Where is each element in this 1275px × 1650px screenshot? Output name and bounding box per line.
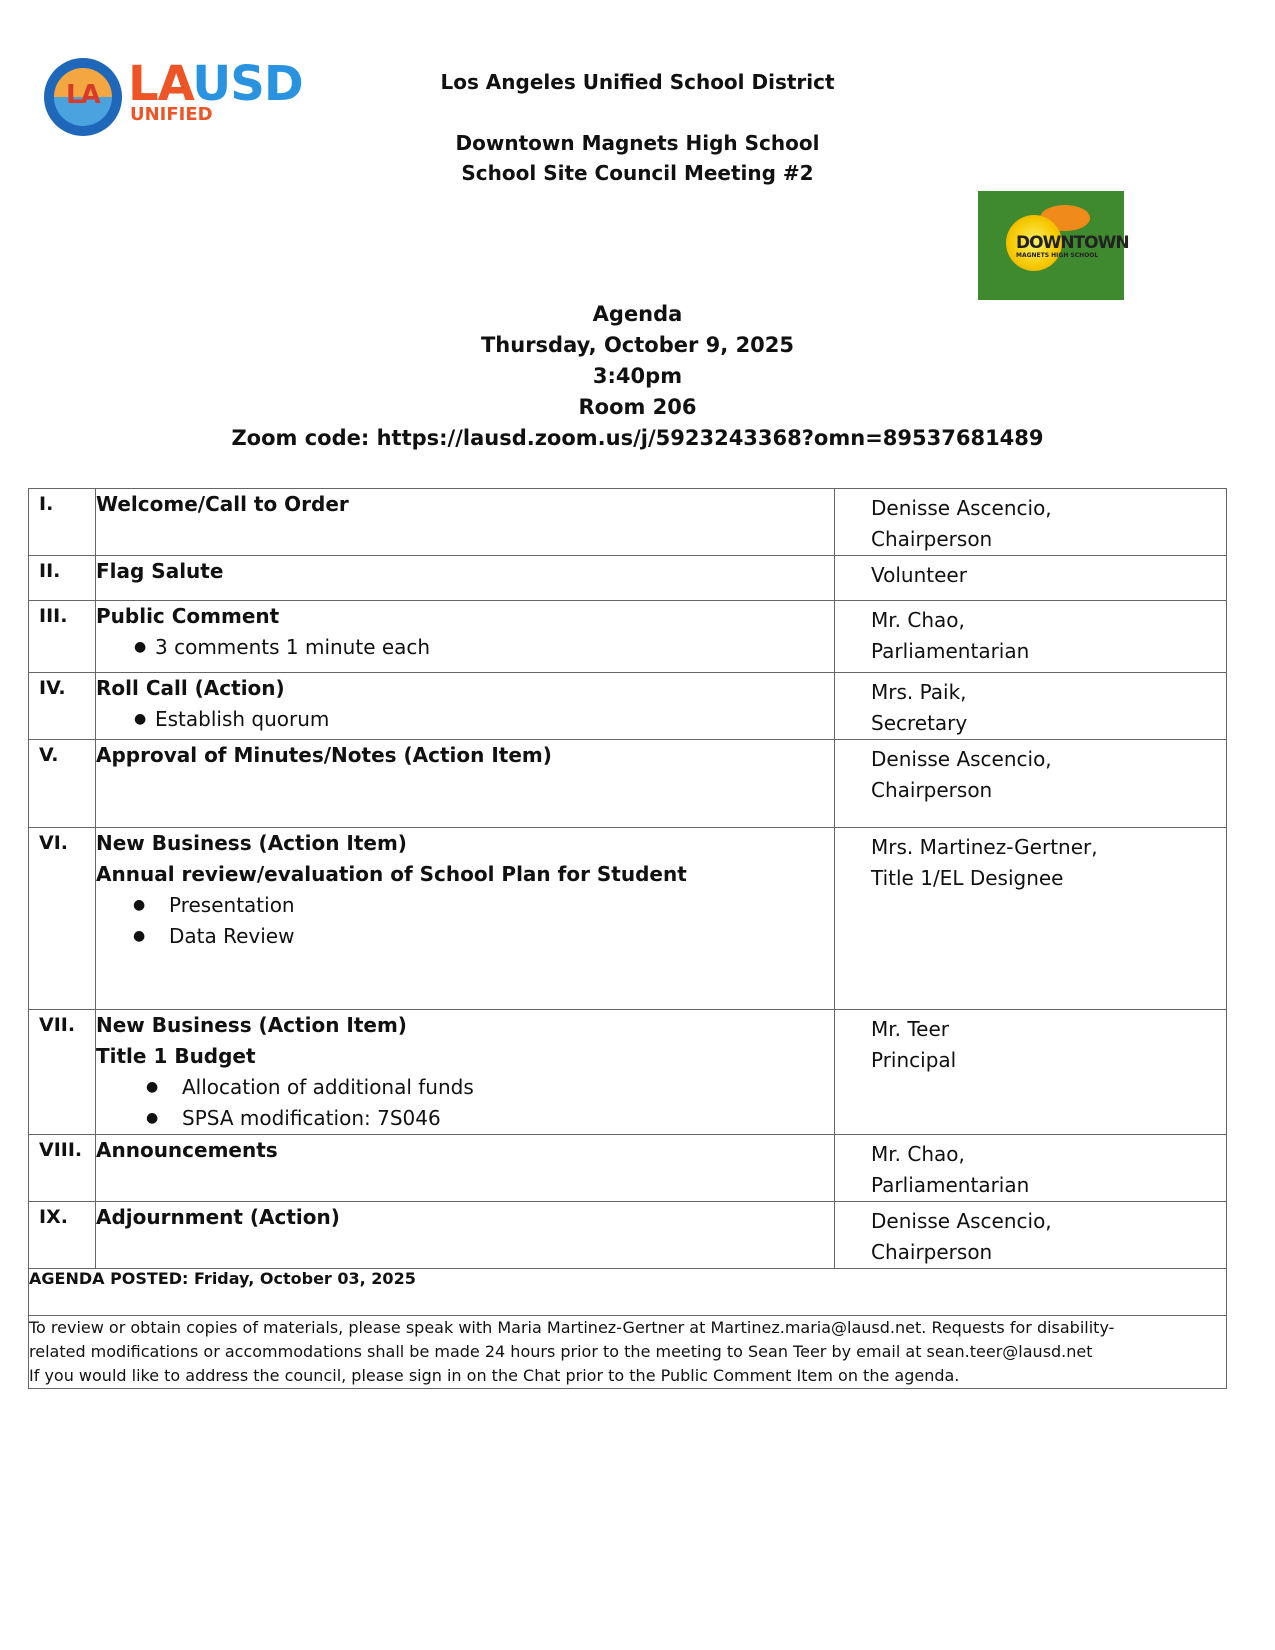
item-number: VIII. [29, 1135, 96, 1202]
item-title: Welcome/Call to Order [96, 492, 349, 516]
meeting-title: School Site Council Meeting #2 [461, 161, 814, 185]
item-content [96, 601, 835, 673]
downtown-magnets-logo: DOWNTOWN MAGNETS HIGH SCHOOL [978, 191, 1124, 300]
item-number: VI. [29, 828, 96, 1010]
item-content [96, 1010, 835, 1135]
item-number: I. [29, 489, 96, 556]
presenter: Denisse Ascencio, Chairperson [835, 1202, 1227, 1269]
bullet-item: ● 3 comments 1 minute each [96, 632, 834, 663]
item-number: V. [29, 740, 96, 828]
item-number: VII. [29, 1010, 96, 1135]
item-content [96, 489, 835, 556]
item-subtitle: Annual review/evaluation of School Plan for Student [96, 862, 687, 886]
meeting-room: Room 206 [578, 395, 697, 419]
agenda-row [29, 1202, 1227, 1269]
item-number: II. [29, 556, 96, 601]
item-content [96, 740, 835, 828]
item-bullets [96, 890, 834, 952]
item-content [96, 828, 835, 1010]
agenda-row [29, 1135, 1227, 1202]
item-bullets [96, 1072, 834, 1134]
agenda-row [29, 740, 1227, 828]
item-content [96, 1202, 835, 1269]
item-title: Roll Call (Action) [96, 676, 285, 700]
item-title: Public Comment [96, 604, 280, 628]
item-number: IV. [29, 673, 96, 740]
bullet-icon: ● [133, 928, 146, 944]
meeting-date: Thursday, October 9, 2025 [480, 333, 795, 357]
bullet-item: ● Allocation of additional funds [96, 1072, 834, 1103]
item-title: New Business (Action Item) [96, 1013, 407, 1037]
agenda-row [29, 601, 1227, 673]
presenter: Volunteer [835, 556, 1227, 601]
agenda-row [29, 489, 1227, 556]
agenda-table [28, 488, 1227, 1389]
lausd-seal-icon: LA [44, 58, 122, 136]
agenda-row [29, 673, 1227, 740]
agenda-row [29, 556, 1227, 601]
presenter: Denisse Ascencio, Chairperson [835, 740, 1227, 828]
presenter: Mrs. Martinez-Gertner, Title 1/EL Designee [835, 828, 1227, 1010]
item-bullets [96, 632, 834, 663]
item-title: Adjournment (Action) [96, 1205, 340, 1229]
district-name: Los Angeles Unified School District [440, 70, 835, 94]
item-title: Flag Salute [96, 559, 224, 583]
item-title: Announcements [96, 1138, 278, 1162]
agenda-posted: AGENDA POSTED: Friday, October 03, 2025 [29, 1269, 1227, 1316]
item-content [96, 556, 835, 601]
bullet-icon: ● [134, 639, 147, 655]
agenda-row [29, 1010, 1227, 1135]
presenter: Denisse Ascencio, Chairperson [835, 489, 1227, 556]
presenter: Mrs. Paik, Secretary [835, 673, 1227, 740]
agenda-row [29, 828, 1227, 1010]
bullet-item: ● Presentation [96, 890, 834, 921]
item-subtitle: Title 1 Budget [96, 1044, 256, 1068]
bullet-icon: ● [134, 711, 147, 727]
item-content [96, 1135, 835, 1202]
item-number: III. [29, 601, 96, 673]
item-number: IX. [29, 1202, 96, 1269]
lausd-unified-text: UNIFIED [130, 104, 213, 125]
bullet-item: ● Data Review [96, 921, 834, 952]
presenter: Mr. Teer Principal [835, 1010, 1227, 1135]
item-title: Approval of Minutes/Notes (Action Item) [96, 743, 552, 767]
accessibility-notice: To review or obtain copies of materials, please speak with Maria Martinez-Gertner at Martinez.maria@lausd.net. Requests for disability- related modifications or accommodations shall be made 24 hours prior to the meeting to Sean Teer by email at sean.teer@lausd.net If you would like to address the council, please sign in on the Chat prior to the Public Comment Item on the agenda. [29, 1316, 1227, 1389]
zoom-link[interactable]: Zoom code: https://lausd.zoom.us/j/5923243368?omn=89537681489 [231, 426, 1044, 450]
school-name: Downtown Magnets High School [455, 131, 820, 155]
bullet-icon: ● [146, 1110, 159, 1126]
item-content [96, 673, 835, 740]
presenter: Mr. Chao, Parliamentarian [835, 601, 1227, 673]
meeting-time: 3:40pm [592, 364, 683, 388]
bullet-item: ● SPSA modification: 7S046 [96, 1103, 834, 1134]
item-bullets [96, 704, 834, 735]
presenter: Mr. Chao, Parliamentarian [835, 1135, 1227, 1202]
agenda-heading: Agenda [592, 302, 683, 326]
bullet-icon: ● [133, 897, 146, 913]
bullet-item: ● Establish quorum [96, 704, 834, 735]
item-title: New Business (Action Item) [96, 831, 407, 855]
lausd-wordmark: LAUSD [128, 56, 303, 112]
bullet-icon: ● [146, 1079, 159, 1095]
